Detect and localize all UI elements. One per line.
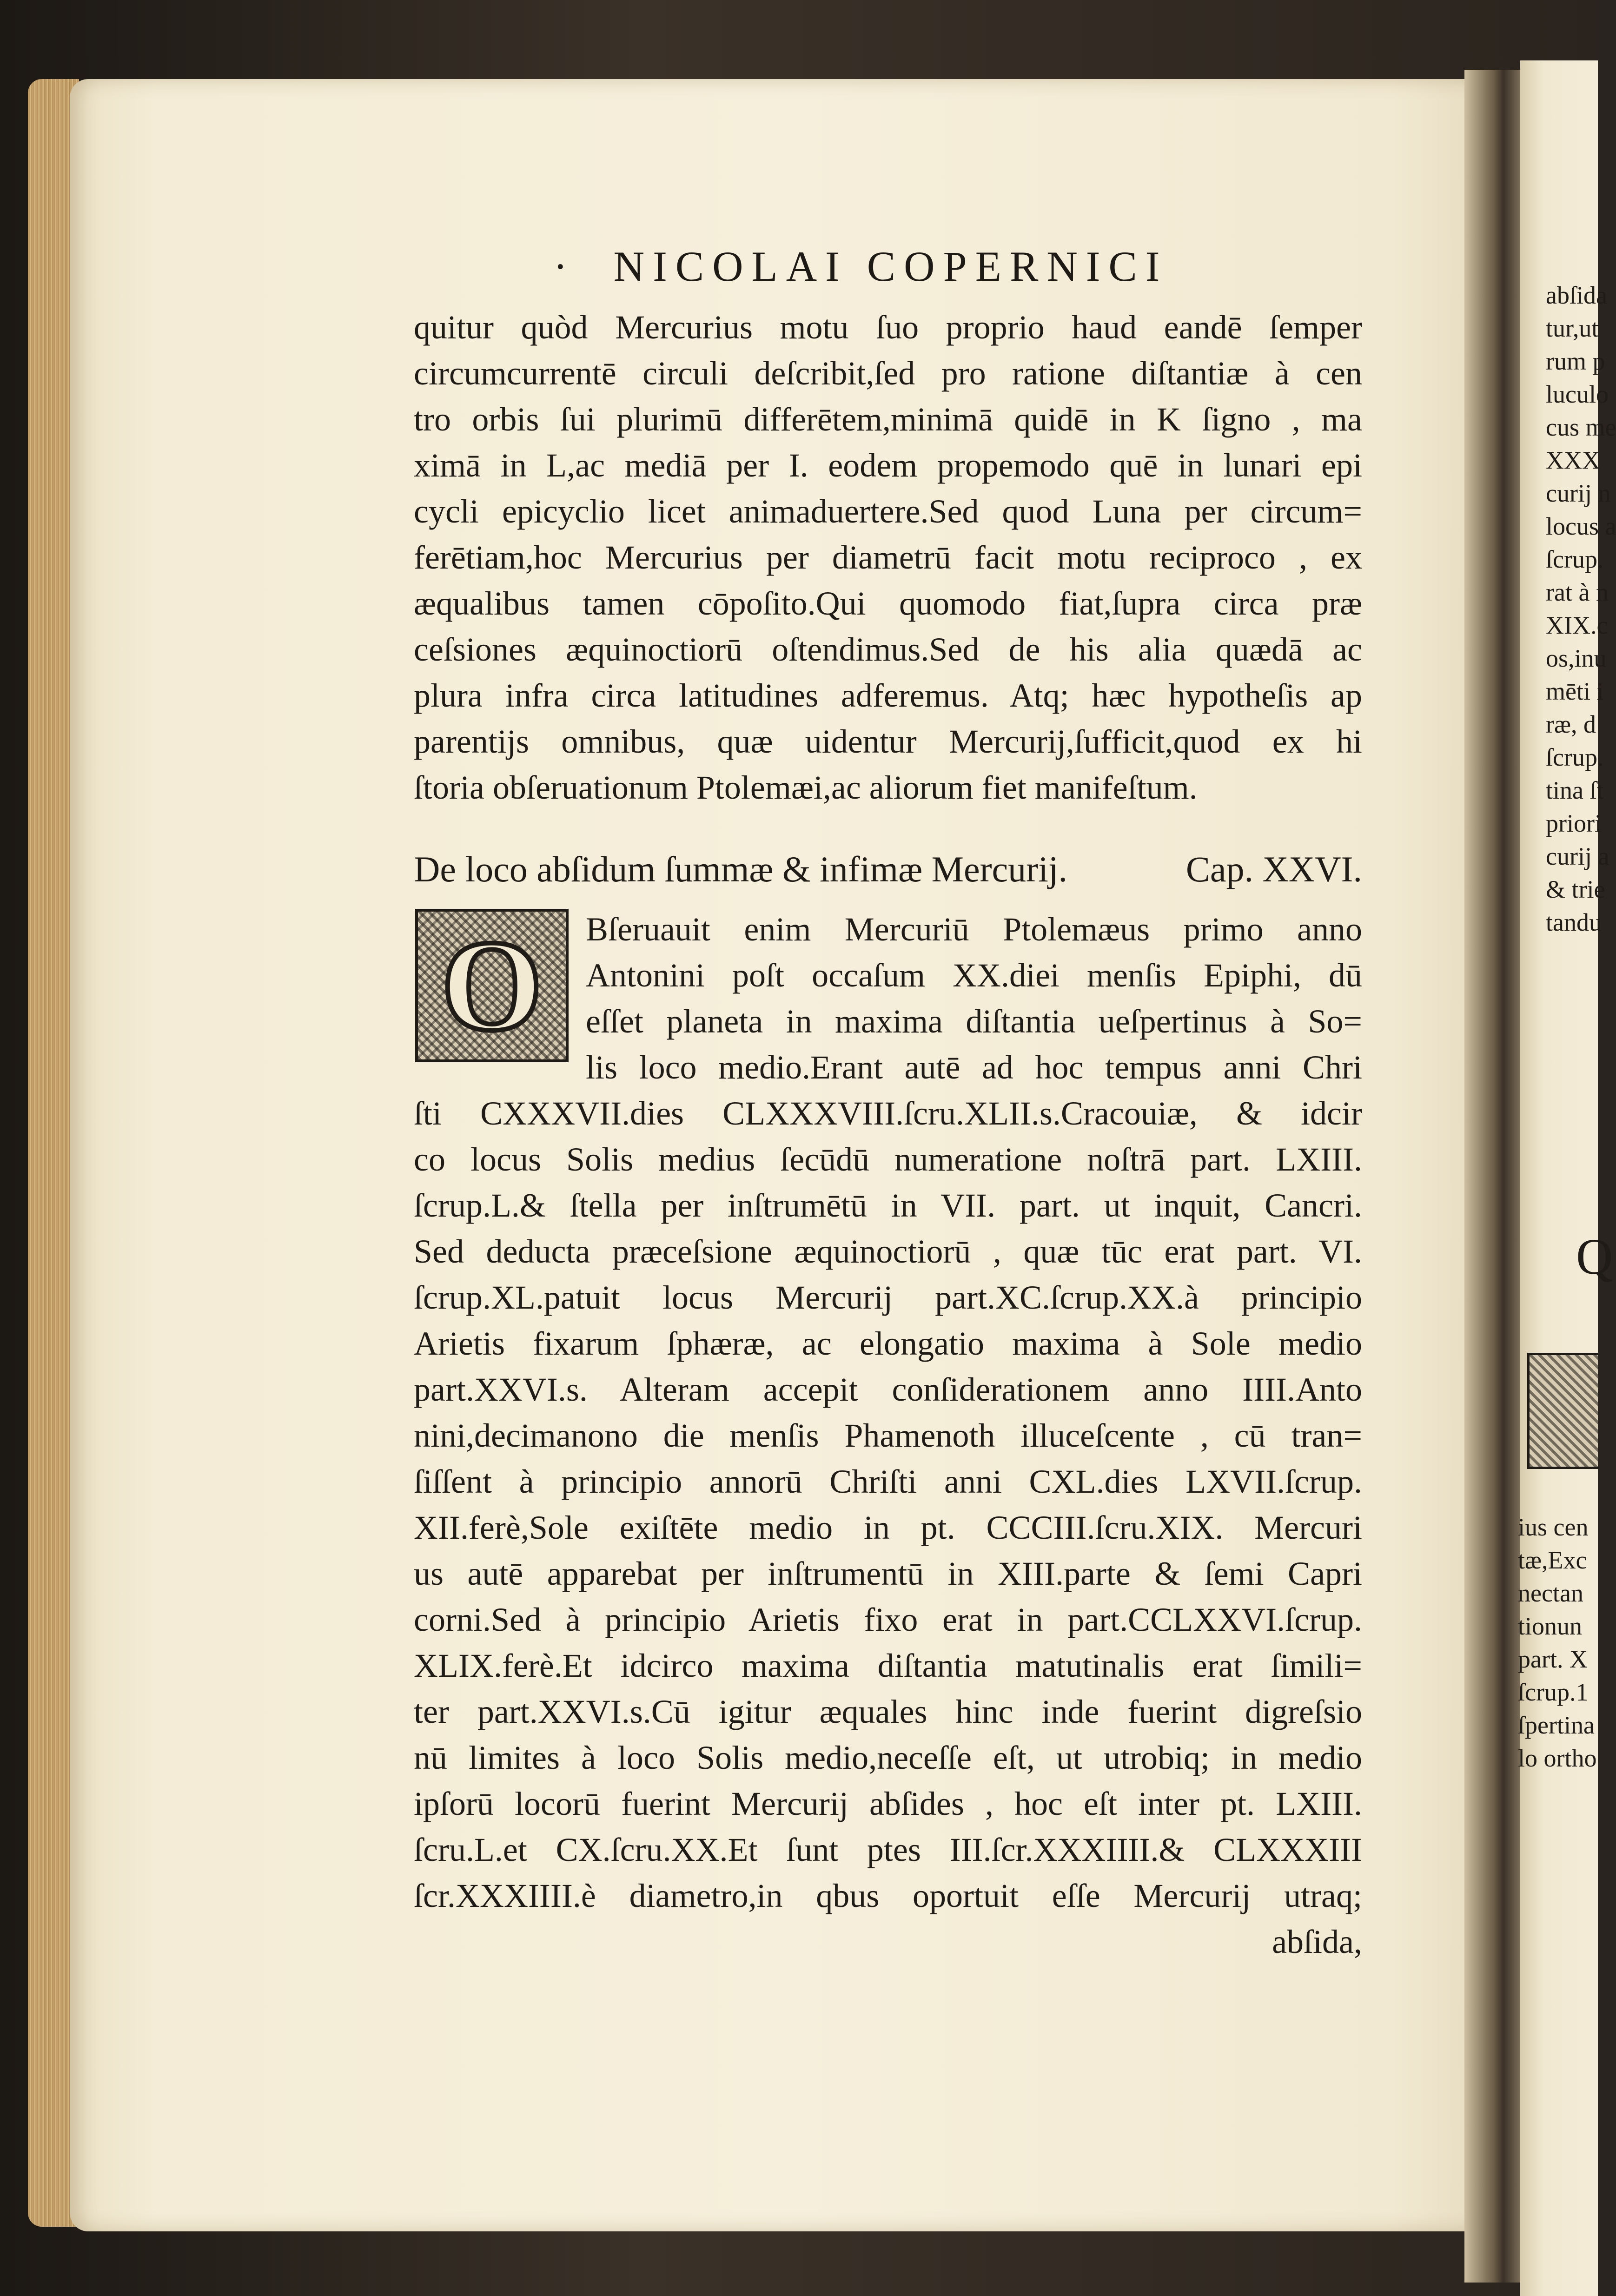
- text-line: ſtoria obſeruationum Ptolemæi,ac aliorum fiet manifeſtum.: [414, 769, 1198, 806]
- text-line: ipſorū locorū fuerint Mercurij abſides , hoc eſt inter pt. LXIII.: [414, 1785, 1362, 1822]
- fragment-line: os,inu: [1546, 644, 1607, 672]
- text-line: us autē apparebat per inſtrumentū in XIII.parte & ſemi Capri: [414, 1555, 1362, 1592]
- paragraph-1: [414, 304, 1362, 811]
- fragment-line: ſpertina: [1518, 1711, 1595, 1739]
- fragment-line: ius cen: [1518, 1513, 1589, 1541]
- chapter-number: Cap. XXVI.: [1186, 849, 1362, 889]
- text-line: tro orbis ſui plurimū differētem,minimā quidē in K ſigno , ma: [414, 401, 1362, 438]
- fragment-line: cus me: [1546, 413, 1616, 441]
- text-line: XLIX.ferè.Et idcirco maxima diſtantia matutinalis erat ſimili=: [414, 1647, 1362, 1684]
- catchword: abſida,: [1272, 1923, 1362, 1960]
- text-line: co locus Solis medius ſecūdū numeratione noſtrā part. LXIII.: [414, 1141, 1362, 1178]
- text-line: Antonini poſt occaſum XX.diei menſis Epiphi, dū: [586, 957, 1362, 994]
- facing-page-letter: Q: [1576, 1228, 1613, 1285]
- running-head: [553, 242, 1204, 291]
- text-line: Arietis fixarum ſphæræ, ac elongatio maxima à Sole medio: [414, 1325, 1362, 1362]
- fragment-line: tæ,Exc: [1518, 1546, 1587, 1574]
- text-line: parentijs omnibus, quæ uidentur Mercurij,ſufficit,quod ex hi: [414, 723, 1362, 760]
- text-line: nū limites à loco Solis medio,neceſſe eſt, ut utrobiq; in medio: [414, 1739, 1362, 1776]
- facing-page-text-top: [1546, 279, 1616, 939]
- text-line: quitur quòd Mercurius motu ſuo proprio haud eandē ſemper: [414, 309, 1362, 346]
- initial-letter: O: [441, 913, 543, 1058]
- fragment-line: priori: [1546, 809, 1602, 837]
- running-head-dot: ·: [553, 243, 576, 290]
- fragment-line: tandu: [1546, 908, 1602, 936]
- fragment-line: ræ, d: [1546, 710, 1596, 738]
- text-line: eſſet planeta in maxima diſtantia ueſpertinus à So=: [586, 1003, 1362, 1040]
- fragment-line: tionun: [1518, 1612, 1583, 1640]
- text-line: nini,decimanono die menſis Phamenoth illuceſcente , cū tran=: [414, 1417, 1362, 1454]
- fragment-line: mēti i: [1546, 677, 1604, 705]
- chapter-title: De loco abſidum ſummæ & infimæ Mercurij.: [414, 849, 1067, 889]
- text-line: ſcru.L.et CX.ſcru.XX.Et ſunt ptes III.ſcr.XXXIIII.& CLXXXIII: [414, 1831, 1362, 1868]
- text-line: corni.Sed à principio Arietis fixo erat in part.CCLXXVI.ſcrup.: [414, 1601, 1362, 1638]
- fragment-line: & trie: [1546, 875, 1605, 903]
- text-line: ceſsiones æquinoctiorū oſtendimus.Sed de his alia quædā ac: [414, 631, 1362, 668]
- text-line: Sed deducta præceſsione æquinoctiorū , quæ tūc erat part. VI.: [414, 1233, 1362, 1270]
- fragment-line: ſcrup.1: [1518, 1678, 1589, 1706]
- fragment-line: XIX.c: [1546, 611, 1608, 639]
- text-line: circumcurrentē circuli deſcribit,ſed pro ratione diſtantiæ à cen: [414, 355, 1362, 392]
- fragment-line: part. X: [1518, 1645, 1588, 1673]
- text-line: Bſeruauit enim Mercuriū Ptolemæus primo anno: [586, 911, 1362, 948]
- fragment-line: XXX: [1546, 446, 1600, 474]
- fragment-line: lo ortho: [1518, 1744, 1597, 1772]
- text-line: XII.ferè,Sole exiſtēte medio in pt. CCCIII.ſcru.XIX. Mercuri: [414, 1509, 1362, 1546]
- text-line: ximā in L,ac mediā per I. eodem propemodo quē in lunari epi: [414, 447, 1362, 484]
- text-line: æqualibus tamen cōpoſito.Qui quomodo fiat,ſupra circa præ: [414, 585, 1362, 622]
- text-line: ſcr.XXXIIII.è diametro,in qbus oportuit eſſe Mercurij utraq;: [414, 1877, 1362, 1914]
- fragment-line: rat à n: [1546, 578, 1609, 606]
- fragment-line: abſida: [1546, 281, 1607, 309]
- facing-page-initial: [1527, 1353, 1598, 1469]
- fragment-line: locus a: [1546, 512, 1616, 540]
- text-line: cycli epicyclio licet animaduertere.Sed quod Luna per circum=: [414, 493, 1362, 530]
- fragment-line: ſcrup.: [1546, 545, 1604, 573]
- text-line: ſcrup.L.& ſtella per inſtrumētū in VII. part. ut inquit, Cancri.: [414, 1187, 1362, 1224]
- fragment-line: nectan: [1518, 1579, 1583, 1607]
- chapter-heading: [414, 848, 1362, 890]
- facing-page-text-bottom: [1518, 1511, 1598, 1775]
- text-line: part.XXVI.s. Alteram accepit conſiderationem anno IIII.Anto: [414, 1371, 1362, 1408]
- text-line: ſcrup.XL.patuit locus Mercurij part.XC.ſcrup.XX.à principio: [414, 1279, 1362, 1316]
- text-line: ſiſſent à principio annorū Chriſti anni CXL.dies LXVII.ſcrup.: [414, 1463, 1362, 1500]
- fragment-line: luculo: [1546, 380, 1609, 408]
- text-line: ſti CXXXVII.dies CLXXXVIII.ſcru.XLII.s.Cracouiæ, & idcir: [414, 1095, 1362, 1132]
- text-line: lis loco medio.Erant autē ad hoc tempus anni Chri: [586, 1049, 1362, 1086]
- fragment-line: curij n: [1546, 479, 1611, 507]
- fragment-line: tur,ut: [1546, 314, 1599, 342]
- running-head-text: NICOLAI COPERNICI: [613, 243, 1168, 290]
- fragment-line: rum p: [1546, 347, 1605, 375]
- fragment-line: tina ſt: [1546, 776, 1604, 804]
- text-line: ferētiam,hoc Mercurius per diametrū facit motu reciproco , ex: [414, 539, 1362, 576]
- fragment-line: ſcrup.: [1546, 743, 1604, 771]
- text-line: ter part.XXVI.s.Cū igitur æquales hinc inde fuerint digreſsio: [414, 1693, 1362, 1730]
- text-line: plura infra circa latitudines adferemus. Atq; hæc hypotheſis ap: [414, 677, 1362, 714]
- fragment-line: curij a: [1546, 842, 1609, 870]
- book-gutter: [1464, 70, 1530, 2283]
- paragraph-2: [414, 906, 1362, 1965]
